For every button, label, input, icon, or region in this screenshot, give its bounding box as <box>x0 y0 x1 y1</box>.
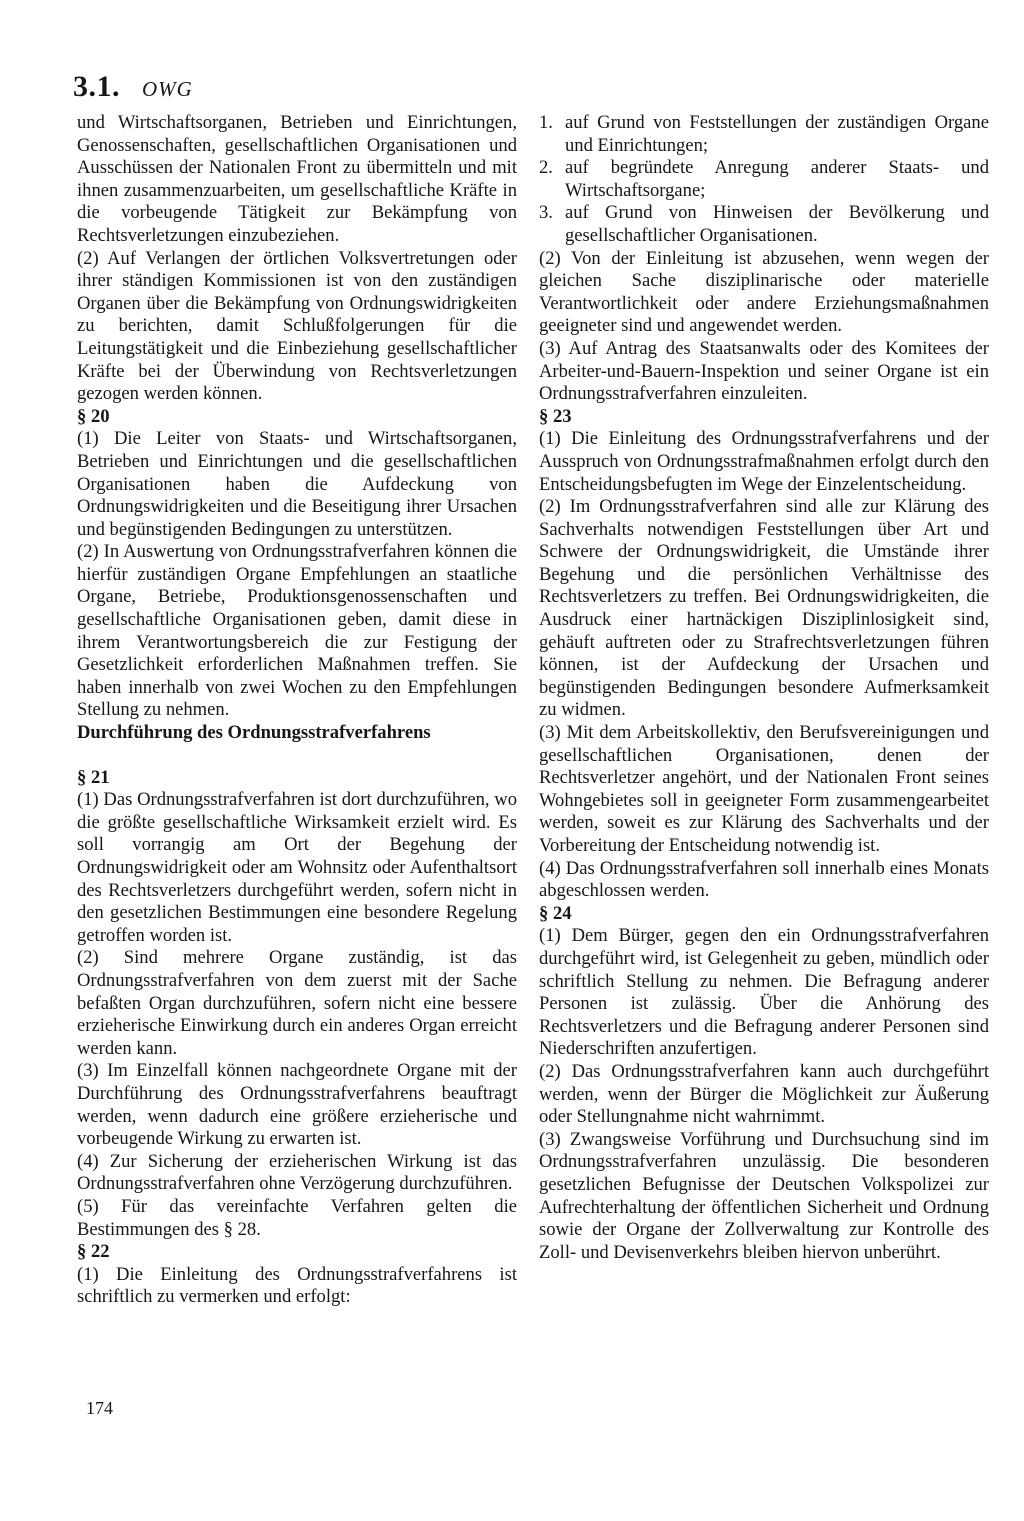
paragraph: (2) In Auswertung von Ordnungsstrafverfahren können die hierfür zuständigen Organe Empfehlungen an staatliche Organe, Betriebe, Produktionsgenossenschaften und gesellschaftliche Organisationen geben, damit diese in ihrem Verantwortungsbereich die zur Festigung der Gesetzlichkeit erforderlichen Maßnahmen treffen. Sie haben innerhalb von zwei Wochen zu den Empfehlungen Stellung zu nehmen. <box>77 541 517 721</box>
section-heading-21: § 21 <box>77 766 110 788</box>
law-abbreviation: OWG <box>142 77 193 101</box>
paragraph: (1) Das Ordnungsstrafverfahren ist dort durchzuführen, wo die größte gesellschaftliche Wirksamkeit erzielt wird. Es soll vorrangig am Ort der Begehung der Ordnungswidrigkeit oder am Wohnsitz oder Aufenthaltsort des Rechtsverletzers durchgeführt werden, sofern nicht in den gesetzlichen Bestimmungen eine besondere Regelung getroffen worden ist. <box>77 789 517 946</box>
list-number: 1. <box>539 112 553 133</box>
paragraph: (2) Im Ordnungsstrafverfahren sind alle zur Klärung des Sachverhalts notwendigen Feststellungen über Art und Schwere der Ordnungswidrigkeit, die Umstände ihrer Begehung und die persönlichen Verhältnisse des Rechtsverletzers zu treffen. Bei Ordnungswidrigkeiten, die Ausdruck einer hartnäckigen Disziplinlosigkeit sind, gehäuft auftreten oder zu Strafrechtsverletzungen führen können, ist der Aufdeckung der Ursachen und begünstigenden Bedingungen besondere Aufmerksamkeit zu widmen. <box>539 496 989 721</box>
paragraph: (1) Die Einleitung des Ordnungsstrafverfahrens ist schriftlich zu vermerken und erfolgt: <box>77 1263 517 1308</box>
paragraph: (4) Das Ordnungsstrafverfahren soll innerhalb eines Monats abgeschlossen werden. <box>539 857 989 902</box>
list-text: auf Grund von Feststellungen der zuständigen Organe und Einrichtungen; <box>565 112 989 156</box>
section-heading-24: § 24 <box>539 902 572 924</box>
list-text: auf begründete Anregung anderer Staats- und Wirtschaftsorgane; <box>565 157 989 201</box>
paragraph: (2) Sind mehrere Organe zuständig, ist das Ordnungsstrafverfahren von dem zuerst mit der Sache befaßten Organ durchzuführen, sofern nicht eine bessere erzieherische Einwirkung durch ein anderes Organ erreicht werden kann. <box>77 947 517 1059</box>
list-item <box>539 112 989 157</box>
paragraph: (1) Die Einleitung des Ordnungsstrafverfahrens und der Ausspruch von Ordnungsstrafmaßnahmen erfolgt durch den Entscheidungsbefugten im Wege der Einzelentscheidung. <box>539 428 989 495</box>
paragraph: (3) Im Einzelfall können nachgeordnete Organe mit der Durchführung des Ordnungsstrafverfahrens beauftragt werden, wenn dadurch eine größere erzieherische und vorbeugende Wirkung zu erwarten ist. <box>77 1060 517 1150</box>
paragraph: (2) Das Ordnungsstrafverfahren kann auch durchgeführt werden, wenn der Bürger die Möglichkeit zur Äußerung oder Stellungnahme nicht wahrnimmt. <box>539 1060 989 1128</box>
list-number: 3. <box>539 202 553 224</box>
paragraph: (2) Auf Verlangen der örtlichen Volksvertretungen oder ihrer ständigen Kommissionen ist von den zuständigen Organen über die Bekämpfung von Ordnungswidrigkeiten zu berichten, damit Schlußfolgerungen für die Leitungstätigkeit und die Einbeziehung gesellschaftlicher Kräfte bei der Überwindung von Rechtsverletzungen gezogen werden können. <box>77 247 517 405</box>
page-number: 174 <box>86 1398 113 1418</box>
list-item <box>539 202 989 247</box>
paragraph: (2) Von der Einleitung ist abzusehen, wenn wegen der gleichen Sache disziplinarische oder materielle Verantwortlichkeit oder andere Erziehungsmaßnahmen geeigneter sind und angewendet werden. <box>539 247 989 337</box>
running-header <box>73 70 193 104</box>
paragraph: (1) Die Leiter von Staats- und Wirtschaftsorganen, Betrieben und Einrichtungen und die gesellschaftlichen Organisationen haben die Aufdeckung von Ordnungswidrigkeiten und die Beseitigung ihrer Ursachen und begünstigenden Bedingungen zu unterstützen. <box>77 428 517 540</box>
section-number: 3.1. <box>73 70 120 103</box>
list-item <box>539 157 989 202</box>
list-number: 2. <box>539 157 553 179</box>
section-heading-23: § 23 <box>539 405 572 427</box>
chapter-heading: Durchführung des Ordnungsstrafverfahrens <box>77 722 431 744</box>
paragraph: (4) Zur Sicherung der erzieherischen Wirkung ist das Ordnungsstrafverfahren ohne Verzögerung durchzuführen. <box>77 1150 517 1195</box>
right-column <box>539 112 989 1264</box>
left-column <box>77 112 517 1309</box>
paragraph: (1) Dem Bürger, gegen den ein Ordnungsstrafverfahren durchgeführt wird, ist Gelegenheit zu geben, mündlich oder schriftlich Stellung zu nehmen. Die Befragung anderer Personen ist zulässig. Über die Anhörung des Rechtsverletzers und die Befragung anderer Personen sind Niederschriften anzufertigen. <box>539 925 989 1060</box>
numbered-list <box>539 112 989 248</box>
paragraph: (3) Mit dem Arbeitskollektiv, den Berufsvereinigungen und gesellschaftlichen Organisationen, denen der Rechtsverletzer angehört, und der Nationalen Front seines Wohngebietes soll in geeigneter Form zusammengearbeitet werden, soweit es zur Klärung des Sachverhalts und der Vorbereitung der Entscheidung notwendig ist. <box>539 722 989 856</box>
paragraph: (3) Zwangsweise Vorführung und Durchsuchung sind im Ordnungsstrafverfahren unzulässig. Die besonderen gesetzlichen Befugnisse der Deutschen Volkspolizei zur Aufrechterhaltung der öffentlichen Sicherheit und Ordnung sowie der Organe der Zollverwaltung zur Kontrolle des Zoll- und Devisenverkehrs bleiben hiervon unberührt. <box>539 1128 989 1263</box>
paragraph-continuation: und Wirtschaftsorganen, Betrieben und Einrichtungen, Genossenschaften, gesellschaftlichen Organisationen und Ausschüssen der Nationalen Front zu übermitteln und mit ihnen zusammenzuarbeiten, um gesellschaftliche Kräfte in die vorbeugende Tätigkeit zur Bekämpfung von Rechtsverletzungen einzubeziehen. <box>77 112 517 246</box>
section-heading-22: § 22 <box>77 1241 110 1263</box>
section-heading-20: § 20 <box>77 405 110 427</box>
paragraph: (5) Für das vereinfachte Verfahren gelten die Bestimmungen des § 28. <box>77 1195 517 1240</box>
list-text: auf Grund von Hinweisen der Bevölkerung und gesellschaftlicher Organisationen. <box>565 202 989 246</box>
paragraph: (3) Auf Antrag des Staatsanwalts oder des Komitees der Arbeiter-und-Bauern-Inspektion und seiner Organe ist ein Ordnungsstrafverfahren einzuleiten. <box>539 337 989 405</box>
